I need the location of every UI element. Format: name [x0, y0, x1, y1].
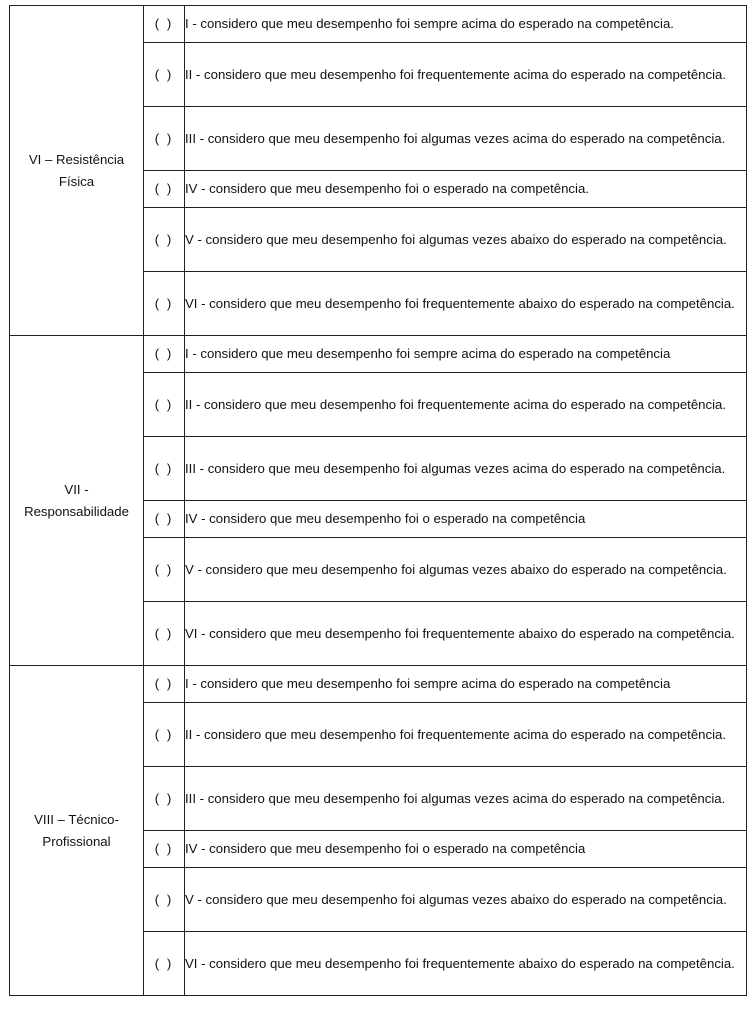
option-checkbox[interactable]: ( ) [144, 868, 185, 932]
option-checkbox[interactable]: ( ) [144, 538, 185, 602]
option-text: IV - considero que meu desempenho foi o esperado na competência [185, 501, 747, 538]
option-row [10, 6, 747, 43]
option-text: IV - considero que meu desempenho foi o esperado na competência. [185, 171, 747, 208]
competence-label-line: Física [58, 173, 95, 189]
option-text: III - considero que meu desempenho foi algumas vezes acima do esperado na competência. [185, 107, 747, 171]
competence-label-line: VI – Resistência [28, 151, 125, 167]
option-text: III - considero que meu desempenho foi algumas vezes acima do esperado na competência. [185, 437, 747, 501]
option-text: VI - considero que meu desempenho foi frequentemente abaixo do esperado na competência. [185, 932, 747, 996]
option-text: II - considero que meu desempenho foi frequentemente acima do esperado na competência. [185, 43, 747, 107]
competence-cell [10, 6, 144, 336]
option-checkbox[interactable]: ( ) [144, 602, 185, 666]
option-text: II - considero que meu desempenho foi frequentemente acima do esperado na competência. [185, 373, 747, 437]
option-row [10, 666, 747, 703]
competence-label-line: VIII – Técnico- [34, 811, 119, 827]
option-text: I - considero que meu desempenho foi sempre acima do esperado na competência [185, 666, 747, 703]
option-checkbox[interactable]: ( ) [144, 437, 185, 501]
option-checkbox[interactable]: ( ) [144, 666, 185, 703]
option-checkbox[interactable]: ( ) [144, 171, 185, 208]
option-checkbox[interactable]: ( ) [144, 107, 185, 171]
competence-cell [10, 336, 144, 666]
option-text: V - considero que meu desempenho foi algumas vezes abaixo do esperado na competência. [185, 208, 747, 272]
competence-cell [10, 666, 144, 996]
option-checkbox[interactable]: ( ) [144, 373, 185, 437]
option-checkbox[interactable]: ( ) [144, 208, 185, 272]
option-row [10, 336, 747, 373]
option-text: V - considero que meu desempenho foi algumas vezes abaixo do esperado na competência. [185, 538, 747, 602]
option-checkbox[interactable]: ( ) [144, 501, 185, 538]
option-checkbox[interactable]: ( ) [144, 932, 185, 996]
option-checkbox[interactable]: ( ) [144, 6, 185, 43]
option-text: III - considero que meu desempenho foi algumas vezes acima do esperado na competência. [185, 767, 747, 831]
option-checkbox[interactable]: ( ) [144, 703, 185, 767]
option-text: VI - considero que meu desempenho foi frequentemente abaixo do esperado na competência. [185, 272, 747, 336]
option-checkbox[interactable]: ( ) [144, 831, 185, 868]
competence-label-line: VII - [64, 481, 89, 497]
option-text: II - considero que meu desempenho foi frequentemente acima do esperado na competência. [185, 703, 747, 767]
option-checkbox[interactable]: ( ) [144, 336, 185, 373]
option-checkbox[interactable]: ( ) [144, 43, 185, 107]
option-checkbox[interactable]: ( ) [144, 272, 185, 336]
option-text: I - considero que meu desempenho foi sempre acima do esperado na competência [185, 336, 747, 373]
competence-label-line: Responsabilidade [24, 503, 129, 519]
competence-evaluation-table [9, 5, 747, 996]
option-text: VI - considero que meu desempenho foi frequentemente abaixo do esperado na competência. [185, 602, 747, 666]
competence-label-line: Profissional [42, 833, 111, 849]
option-checkbox[interactable]: ( ) [144, 767, 185, 831]
option-text: V - considero que meu desempenho foi algumas vezes abaixo do esperado na competência. [185, 868, 747, 932]
option-text: I - considero que meu desempenho foi sempre acima do esperado na competência. [185, 6, 747, 43]
option-text: IV - considero que meu desempenho foi o esperado na competência [185, 831, 747, 868]
